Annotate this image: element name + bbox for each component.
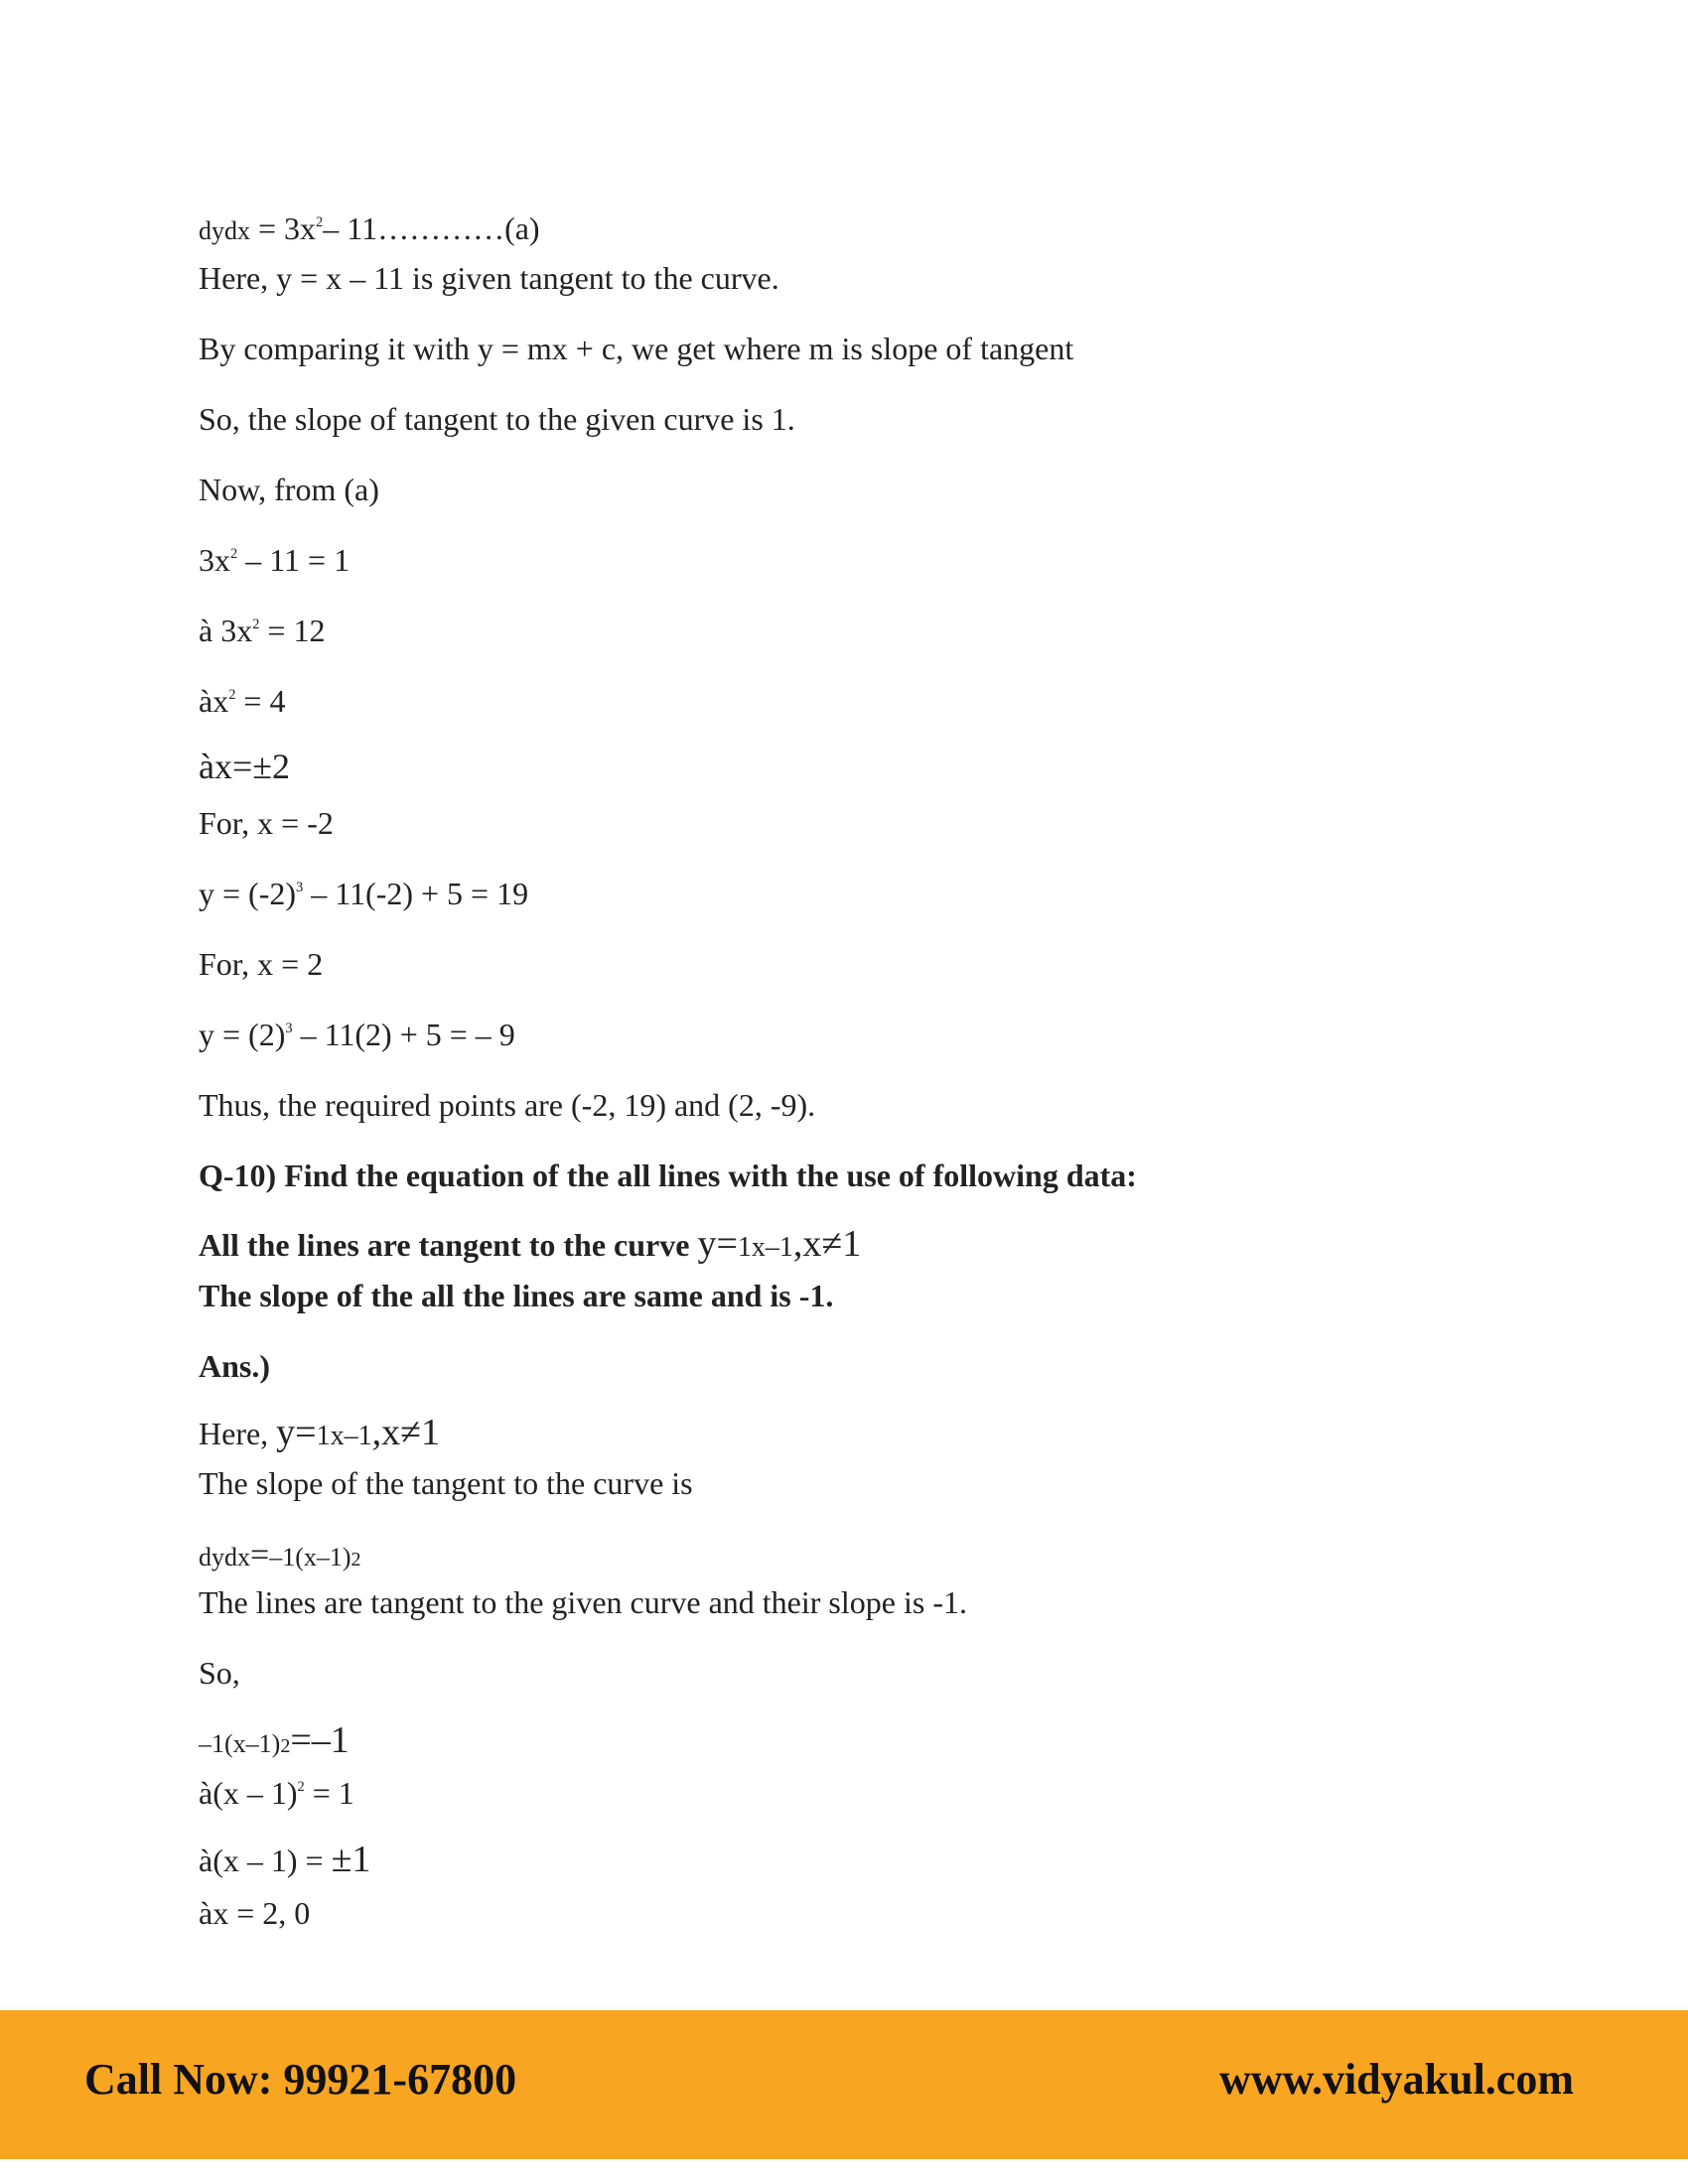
text-line: Now, from (a): [199, 472, 379, 507]
call-now-text[interactable]: Call Now: 99921-67800: [84, 2055, 517, 2104]
derivative-line: dydx=–1(x–1)2: [199, 1537, 361, 1573]
text-line: By comparing it with y = mx + c, we get where m is slope of tangent: [199, 331, 1074, 366]
text-line: The lines are tangent to the given curve and their slope is -1.: [199, 1584, 967, 1620]
text-line: Here, y = x – 11 is given tangent to the curve.: [199, 260, 779, 296]
answer-label: Ans.): [199, 1348, 271, 1384]
text-line: For, x = 2: [199, 946, 324, 982]
text-line: So, the slope of tangent to the given curve is 1.: [199, 401, 795, 437]
equation-line: –1(x–1)2=–1: [199, 1719, 350, 1761]
question-condition: The slope of the all the lines are same and is -1.: [199, 1278, 834, 1313]
question-heading: Q-10) Find the equation of the all lines with the use of following data:: [199, 1158, 1137, 1193]
equation-line: àx = 2, 0: [199, 1895, 311, 1931]
footer-banner: [0, 2010, 1688, 2159]
equation-line: $y = (2)^3 - 11(2) + 5$ = – 9: [199, 1017, 515, 1052]
equation-line: àx=±2: [199, 747, 291, 786]
equation-line: $y = (-2)^3 - 11(-2) + 5 = 19$: [199, 876, 529, 911]
equation-line: $3x^2 - 11 = 1$: [199, 542, 351, 578]
text-line: Thus, the required points are (-2, 19) and (2, -9).: [199, 1087, 816, 1123]
question-condition: All the lines are tangent to the curve y=1x–1,x≠1: [199, 1223, 862, 1265]
equation-line: $àx^2 = 4$: [199, 683, 286, 719]
text-line: For, x = -2: [199, 805, 334, 841]
text-line: So,: [199, 1655, 240, 1691]
derivative-line: dydx = $3x^2-$ 11…………(a): [199, 210, 540, 246]
equation-line: à(x – 1)$^2$ = 1: [199, 1775, 354, 1811]
equation-line: Here, y=1x–1,x≠1: [199, 1412, 440, 1453]
equation-line: à(x – 1) = ±1: [199, 1839, 371, 1880]
website-link[interactable]: www.vidyakul.com: [1219, 2055, 1574, 2104]
text-line: The slope of the tangent to the curve is: [199, 1465, 693, 1501]
equation-line: à $3x^2 = 12$: [199, 613, 326, 648]
